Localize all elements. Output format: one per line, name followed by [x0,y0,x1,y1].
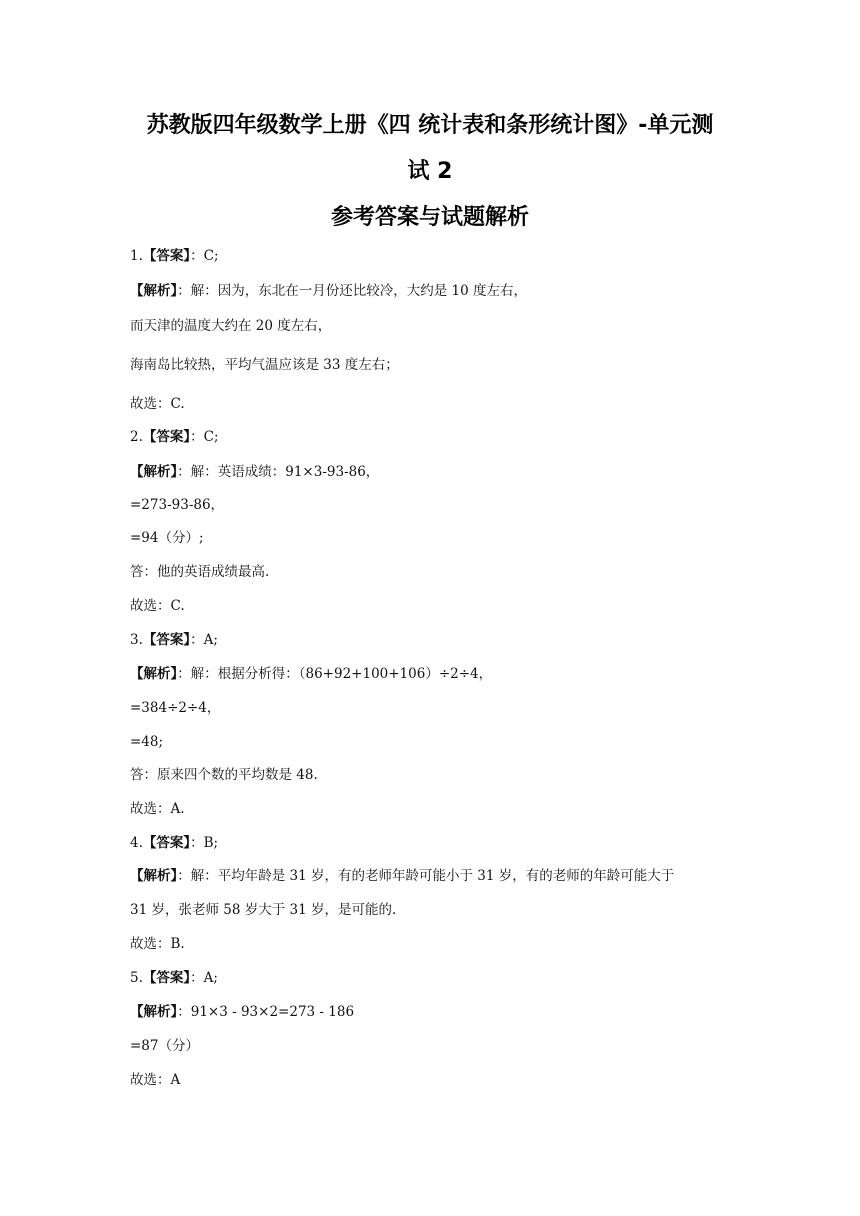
q2-analysis-text: 答：他的英语成绩最高. [130,564,270,580]
q3-answer-line [130,630,740,650]
answer-label: 【答案】 [142,429,191,445]
answer-label: 【答案】 [142,632,191,648]
q3-analysis-text: 答：原来四个数的平均数是 48. [130,767,318,783]
analysis-label: 【解析】 [130,464,178,480]
q4-choice: 故选：B. [130,936,185,952]
q2-number: 2. [130,429,143,445]
analysis-label: 【解析】 [130,666,178,682]
q2-answer-line [130,427,740,447]
analysis-label: 【解析】 [130,1004,178,1020]
answer-label: 【答案】 [142,970,191,986]
q1-analysis-text: 海南岛比较热，平均气温应该是 33 度左右； [130,357,399,373]
q4-analysis-text: 31 岁，张老师 58 岁大于 31 岁，是可能的. [130,902,397,918]
q1-analysis-text: ：解：因为，东北在一月份还比较冷，大约是 10 度左右， [177,283,528,299]
q4-analysis-line [130,866,740,886]
q4-analysis-text: ：解：平均年龄是 31 岁，有的老师年龄可能小于 31 岁，有的老师的年龄可能大于 [177,868,675,884]
q4-answer: ：B; [190,835,219,851]
doc-title-line2: 试 2 [407,159,453,184]
analysis-label: 【解析】 [130,283,178,299]
q5-analysis-line [130,1002,740,1022]
q3-choice: 故选：A. [130,801,185,817]
answer-label: 【答案】 [142,248,191,264]
q4-number: 4. [130,835,143,851]
q5-answer-line [130,968,740,988]
doc-subtitle: 参考答案与试题解析 [330,205,529,230]
answer-label: 【答案】 [142,835,191,851]
q3-analysis-text: =48; [130,734,164,750]
q1-answer: ：C; [190,248,219,264]
q2-analysis-text: =273-93-86， [130,497,225,513]
q5-choice: 故选：A [130,1072,181,1088]
q5-analysis-text: ：91×3 - 93×2=273 - 186 [177,1004,355,1020]
q3-number: 3. [130,632,143,648]
q3-analysis-text: =384÷2÷4， [130,700,221,716]
q4-answer-line [130,833,740,853]
q2-analysis-text: =94（分）; [130,530,204,546]
q5-answer: ：A; [190,970,218,986]
q3-answer: ：A; [190,632,218,648]
q2-analysis-line [130,462,740,482]
q2-choice: 故选：C. [130,598,185,614]
analysis-label: 【解析】 [130,868,178,884]
q5-number: 5. [130,970,143,986]
q1-analysis-text: 而天津的温度大约在 20 度左右， [130,318,332,334]
q2-analysis-text: ：解：英语成绩：91×3-93-86， [177,464,380,480]
q3-analysis-line [130,664,740,684]
q1-choice: 故选：C. [130,396,185,412]
q5-analysis-text: =87（分） [130,1038,199,1054]
q1-analysis-line [130,281,740,301]
q2-answer: ：C; [190,429,219,445]
q1-number: 1. [130,248,143,264]
q1-answer-line [130,246,740,266]
doc-title-line1: 苏教版四年级数学上册《四 统计表和条形统计图》-单元测 [146,113,714,138]
q3-analysis-text: ：解：根据分析得：（86+92+100+106）÷2÷4， [177,666,493,682]
